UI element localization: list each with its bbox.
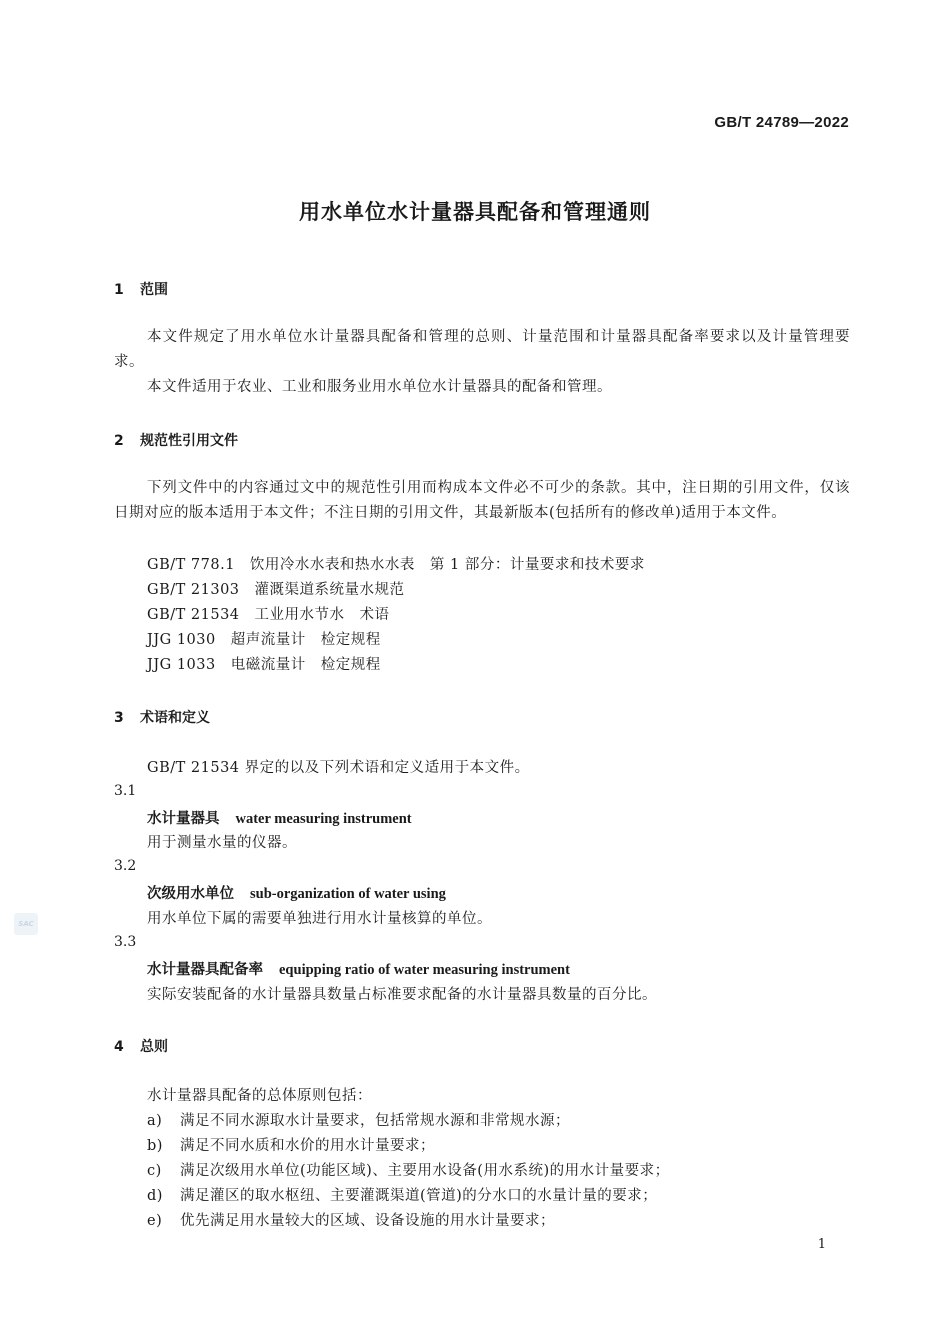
section-number: 3 <box>114 710 124 726</box>
reference-code: GB/T 778.1 <box>147 557 235 573</box>
term-number: 3.3 <box>114 934 137 950</box>
list-item-text: 满足次级用水单位(功能区域)、主要用水设备(用水系统)的用水计量要求； <box>180 1163 670 1179</box>
list-item-text: 优先满足用水量较大的区域、设备设施的用水计量要求； <box>180 1213 555 1229</box>
reference-title: 灌溉渠道系统量水规范 <box>254 582 405 598</box>
section-number: 2 <box>114 433 124 449</box>
standard-code: GB/T 24789—2022 <box>714 114 849 131</box>
term-heading <box>147 958 570 979</box>
reference-item <box>147 603 390 624</box>
term-definition: 用水单位下属的需要单独进行用水计量核算的单位。 <box>147 911 492 927</box>
term-definition: 用于测量水量的仪器。 <box>147 835 297 851</box>
term-number: 3.1 <box>114 783 137 799</box>
list-item-label: b) <box>147 1138 163 1154</box>
term-zh: 次级用水单位 <box>147 886 234 902</box>
reference-title: 工业用水节水 术语 <box>254 607 390 623</box>
term-en: sub-organization of water using <box>250 886 446 902</box>
section-3-intro: GB/T 21534 界定的以及下列术语和定义适用于本文件。 <box>147 760 530 776</box>
section-1-paragraph-2: 本文件适用于农业、工业和服务业用水单位水计量器具的配备和管理。 <box>147 379 612 395</box>
reference-item <box>147 578 405 599</box>
list-item <box>147 1184 657 1205</box>
reference-code: JJG 1030 <box>147 632 216 648</box>
section-1-heading <box>114 279 168 299</box>
list-item-label: c) <box>147 1163 162 1179</box>
section-4-intro: 水计量器具配备的总体原则包括： <box>147 1088 372 1104</box>
reference-code: GB/T 21534 <box>147 607 240 623</box>
term-number: 3.2 <box>114 858 137 874</box>
reference-code: JJG 1033 <box>147 657 216 673</box>
section-1-paragraph-1: 本文件规定了用水单位水计量器具配备和管理的总则、计量范围和计量器具配备率要求以及计量管理要求。 <box>114 329 850 370</box>
term-heading <box>147 807 412 828</box>
term-zh: 水计量器具配备率 <box>147 962 263 978</box>
section-number: 4 <box>114 1039 124 1055</box>
section-title: 总则 <box>140 1039 168 1055</box>
list-item-text: 满足灌区的取水枢纽、主要灌溉渠道(管道)的分水口的水量计量的要求； <box>180 1188 658 1204</box>
term-zh: 水计量器具 <box>147 811 220 827</box>
section-2-intro: 下列文件中的内容通过文中的规范性引用而构成本文件必不可少的条款。其中，注日期的引用文件，仅该日期对应的版本适用于本文件；不注日期的引用文件，其最新版本(包括所有的修改单)适用于本文件。 <box>114 480 850 521</box>
section-title: 术语和定义 <box>140 710 210 726</box>
reference-item <box>147 628 381 649</box>
list-item-label: d) <box>147 1188 163 1204</box>
list-item-label: a) <box>147 1113 163 1129</box>
reference-code: GB/T 21303 <box>147 582 240 598</box>
reference-item <box>147 553 645 574</box>
list-item <box>147 1134 435 1155</box>
section-number: 1 <box>114 282 124 298</box>
term-heading <box>147 882 446 903</box>
reference-item <box>147 653 381 674</box>
section-title: 范围 <box>140 282 168 298</box>
list-item <box>147 1109 570 1130</box>
reference-title: 电磁流量计 检定规程 <box>230 657 381 673</box>
document-title: 用水单位水计量器具配备和管理通则 <box>299 200 651 224</box>
reference-title: 超声流量计 检定规程 <box>230 632 381 648</box>
list-item-text: 满足不同水源取水计量要求，包括常规水源和非常规水源； <box>180 1113 570 1129</box>
section-title: 规范性引用文件 <box>140 433 238 449</box>
term-en: equipping ratio of water measuring instrument <box>279 962 570 978</box>
list-item <box>147 1209 555 1230</box>
reference-title: 饮用冷水水表和热水水表 第 1 部分：计量要求和技术要求 <box>249 557 645 573</box>
list-item <box>147 1159 670 1180</box>
page-number: 1 <box>817 1237 826 1252</box>
section-4-heading <box>114 1036 168 1056</box>
term-definition: 实际安装配备的水计量器具数量占标准要求配备的水计量器具数量的百分比。 <box>147 987 657 1003</box>
list-item-label: e) <box>147 1213 163 1229</box>
section-3-heading <box>114 707 210 727</box>
watermark-logo: SAC <box>14 913 38 935</box>
section-2-heading <box>114 430 238 450</box>
list-item-text: 满足不同水质和水价的用水计量要求； <box>180 1138 435 1154</box>
term-en: water measuring instrument <box>235 811 412 827</box>
